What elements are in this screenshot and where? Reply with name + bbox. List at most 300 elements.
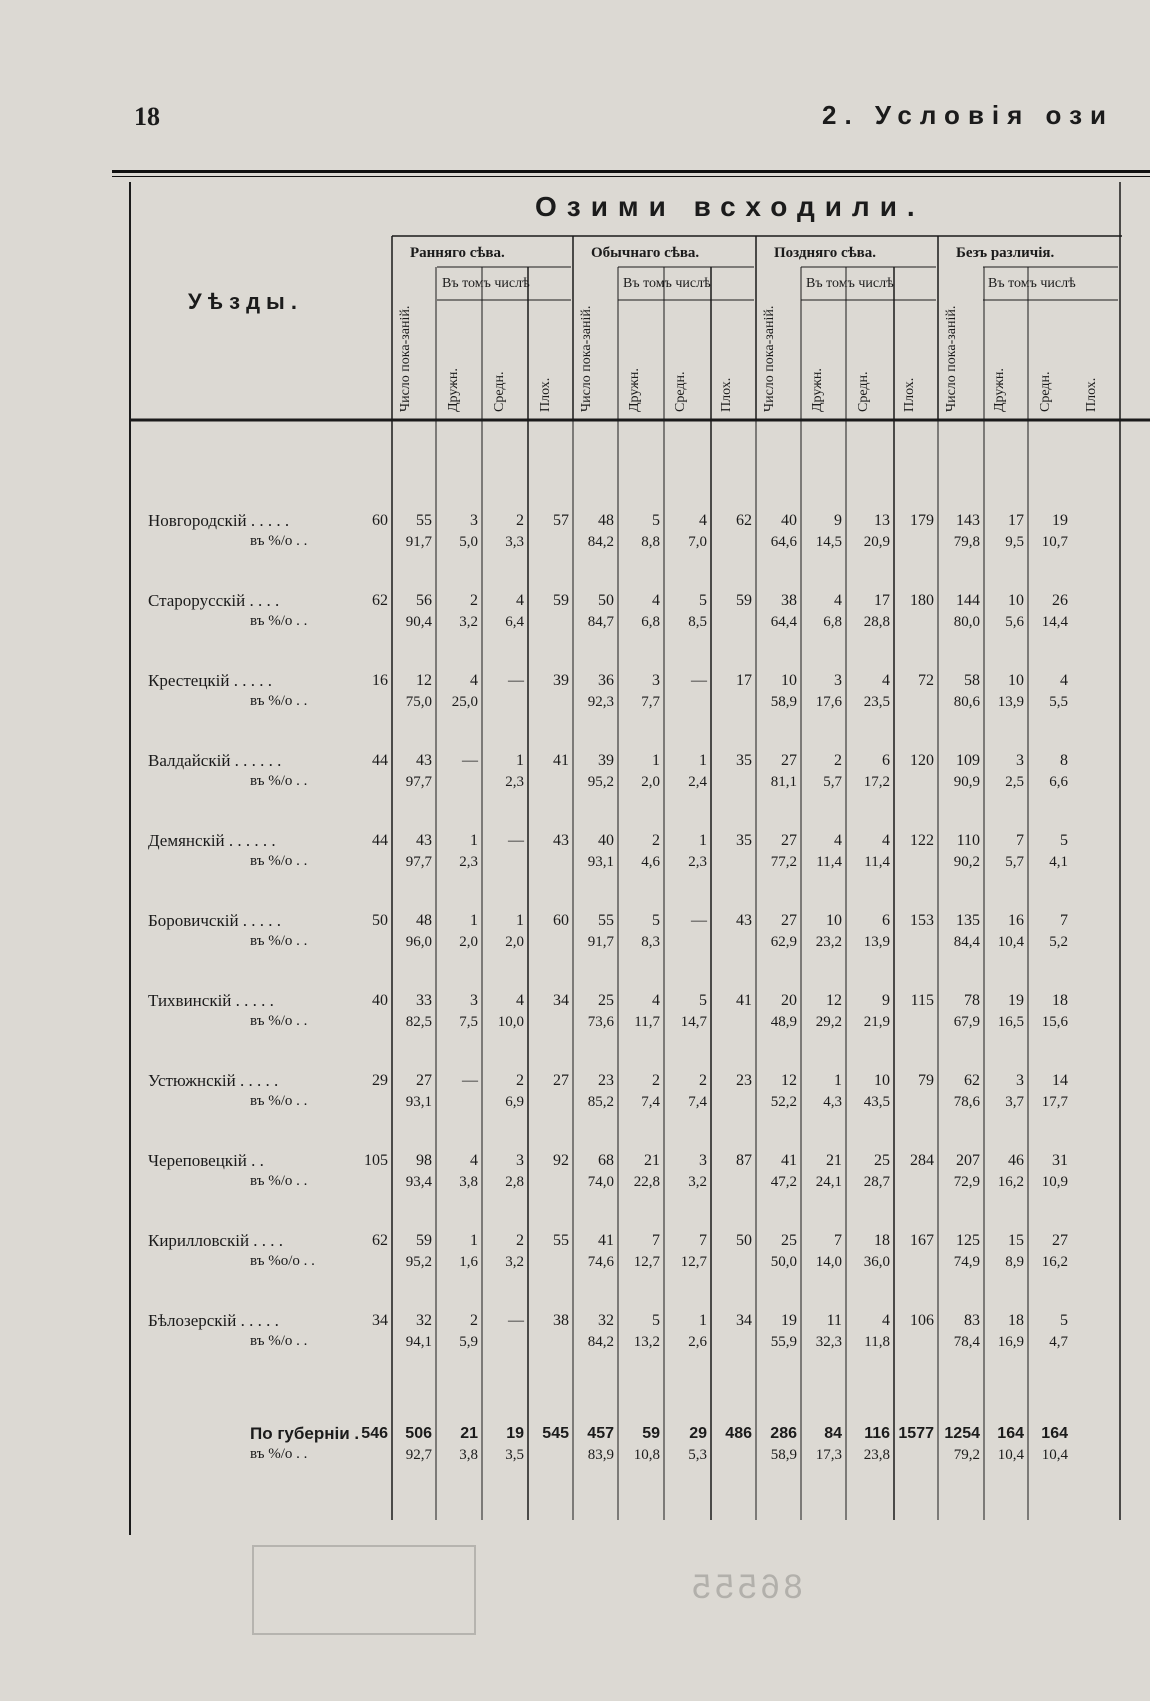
cell-count: 4 <box>470 672 478 689</box>
cell-percent: 4,3 <box>823 1094 842 1110</box>
cell-count: 4 <box>834 592 842 609</box>
cell-percent: 5,9 <box>459 1334 478 1350</box>
cell-count: 55 <box>598 912 614 929</box>
percent-label: въ %/o . . <box>250 1013 308 1029</box>
cell-count: 59 <box>553 592 569 609</box>
cell-count: 25 <box>781 1232 797 1249</box>
cell-percent: 32,3 <box>815 1334 842 1350</box>
cell-percent: 17,7 <box>1041 1094 1068 1110</box>
cell-percent: 3,2 <box>505 1254 524 1270</box>
cell-count: 21 <box>826 1152 842 1169</box>
cell-percent: 4,7 <box>1049 1334 1068 1350</box>
cell-count: 284 <box>910 1152 934 1169</box>
cell-percent: 5,5 <box>1049 694 1068 710</box>
cell-percent: 17,6 <box>815 694 842 710</box>
column-header: Плох. <box>902 377 917 412</box>
cell-count: 19 <box>1052 512 1068 529</box>
cell-percent: 97,7 <box>405 774 432 790</box>
section-title: 2. Условія ози <box>821 100 1114 130</box>
cell-count: 33 <box>416 992 432 1009</box>
uezd-name: Крестецкій . . . . . <box>148 671 273 690</box>
cell-percent: 2,3 <box>505 774 524 790</box>
cell-count: 180 <box>910 592 934 609</box>
cell-count: 7 <box>834 1232 842 1249</box>
cell-count: 39 <box>598 752 614 769</box>
column-header: Средн. <box>856 371 871 412</box>
percent-label: въ %/o . . <box>250 1093 308 1109</box>
cell-count: 44 <box>372 832 388 849</box>
cell-percent: 16,2 <box>997 1174 1024 1190</box>
cell-percent: 1,6 <box>459 1254 478 1270</box>
uezd-name: По губерніи . <box>250 1424 360 1443</box>
cell-count: 10 <box>874 1072 890 1089</box>
subgroup-header: Въ томъ числѣ <box>623 276 711 291</box>
cell-count: 9 <box>834 512 842 529</box>
group-header: Обычнаго сѣва. <box>591 245 700 261</box>
cell-percent: 11,8 <box>864 1334 890 1350</box>
column-header: Средн. <box>492 371 507 412</box>
cell-percent: 92,7 <box>405 1447 432 1463</box>
cell-count: 40 <box>781 512 797 529</box>
cell-count: 4 <box>516 592 524 609</box>
cell-percent: 79,8 <box>953 534 980 550</box>
cell-count: 16 <box>372 672 388 689</box>
cell-count: 68 <box>598 1152 614 1169</box>
cell-count: 10 <box>1008 672 1024 689</box>
cell-count: 3 <box>652 672 660 689</box>
cell-percent: 7,4 <box>688 1094 707 1110</box>
cell-percent: 10,9 <box>1041 1174 1068 1190</box>
cell-count: 41 <box>553 752 569 769</box>
cell-percent: 13,9 <box>863 934 890 950</box>
cell-count: 7 <box>1016 832 1024 849</box>
cell-count: 27 <box>416 1072 432 1089</box>
cell-percent: 5,6 <box>1005 614 1024 630</box>
cell-count: — <box>508 672 524 689</box>
cell-count: 207 <box>956 1152 980 1169</box>
percent-label: въ %/o . . <box>250 533 308 549</box>
cell-count: 486 <box>725 1425 752 1442</box>
cell-count: 23 <box>736 1072 752 1089</box>
cell-count: 59 <box>416 1232 432 1249</box>
cell-count: 5 <box>652 512 660 529</box>
cell-count: 41 <box>598 1232 614 1249</box>
cell-count: 1254 <box>944 1425 980 1442</box>
cell-count: 60 <box>553 912 569 929</box>
cell-count: 4 <box>1060 672 1068 689</box>
cell-count: 43 <box>553 832 569 849</box>
cell-percent: 2,4 <box>688 774 707 790</box>
cell-count: 5 <box>699 992 707 1009</box>
cell-count: — <box>462 1072 478 1089</box>
cell-count: 1 <box>652 752 660 769</box>
column-header: Средн. <box>673 371 688 412</box>
cell-count: 19 <box>781 1312 797 1329</box>
cell-count: 286 <box>770 1425 797 1442</box>
cell-count: 43 <box>416 752 432 769</box>
cell-percent: 23,8 <box>863 1447 890 1463</box>
cell-count: 3 <box>1016 752 1024 769</box>
cell-percent: 94,1 <box>405 1334 432 1350</box>
uezd-name: Демянскій . . . . . . <box>148 831 276 850</box>
cell-count: 3 <box>834 672 842 689</box>
cell-count: — <box>508 1312 524 1329</box>
cell-count: 2 <box>699 1072 707 1089</box>
cell-count: 79 <box>918 1072 934 1089</box>
cell-count: 7 <box>699 1232 707 1249</box>
cell-count: 1 <box>699 752 707 769</box>
cell-percent: 15,6 <box>1041 1014 1068 1030</box>
cell-count: 26 <box>1052 592 1068 609</box>
inventory-number: 86555 <box>688 1568 803 1606</box>
cell-count: 34 <box>736 1312 752 1329</box>
cell-percent: 2,3 <box>688 854 707 870</box>
cell-percent: 21,9 <box>863 1014 890 1030</box>
cell-percent: 95,2 <box>587 774 614 790</box>
cell-percent: 6,8 <box>641 614 660 630</box>
cell-count: 164 <box>1041 1425 1068 1442</box>
cell-percent: 10,4 <box>997 934 1024 950</box>
cell-percent: 6,9 <box>505 1094 524 1110</box>
cell-count: 34 <box>553 992 569 1009</box>
cell-count: 18 <box>1052 992 1068 1009</box>
cell-percent: 3,7 <box>1005 1094 1024 1110</box>
uezd-name: Кирилловскій . . . . <box>148 1231 284 1250</box>
cell-percent: 96,0 <box>405 934 432 950</box>
table-main-header: Озими всходили. <box>535 191 925 222</box>
cell-percent: 16,2 <box>1041 1254 1068 1270</box>
cell-count: 41 <box>736 992 752 1009</box>
cell-percent: 2,0 <box>459 934 478 950</box>
cell-count: — <box>691 912 707 929</box>
cell-percent: 8,5 <box>688 614 707 630</box>
cell-count: 55 <box>416 512 432 529</box>
cell-percent: 20,9 <box>863 534 890 550</box>
cell-count: 1 <box>470 912 478 929</box>
cell-count: 10 <box>826 912 842 929</box>
cell-percent: 9,5 <box>1005 534 1024 550</box>
cell-percent: 58,9 <box>770 1447 797 1463</box>
cell-count: 164 <box>997 1425 1024 1442</box>
cell-count: 3 <box>470 992 478 1009</box>
cell-count: 78 <box>964 992 980 1009</box>
cell-count: 179 <box>910 512 934 529</box>
percent-label: въ %/o . . <box>250 773 308 789</box>
cell-percent: 6,8 <box>823 614 842 630</box>
column-header: Число пока-заній. <box>944 305 959 412</box>
cell-count: 2 <box>834 752 842 769</box>
cell-percent: 8,8 <box>641 534 660 550</box>
cell-percent: 78,4 <box>953 1334 980 1350</box>
cell-percent: 97,7 <box>405 854 432 870</box>
cell-count: 122 <box>910 832 934 849</box>
cell-percent: 93,4 <box>405 1174 432 1190</box>
cell-percent: 28,8 <box>863 614 890 630</box>
cell-count: 1 <box>516 752 524 769</box>
cell-percent: 4,1 <box>1049 854 1068 870</box>
cell-count: 57 <box>553 512 569 529</box>
cell-count: 4 <box>882 832 890 849</box>
cell-count: 35 <box>736 752 752 769</box>
cell-count: 19 <box>506 1425 524 1442</box>
cell-count: 23 <box>598 1072 614 1089</box>
cell-count: 144 <box>956 592 980 609</box>
page-number: 18 <box>134 102 160 131</box>
uezd-name: Череповецкій . . <box>148 1151 264 1170</box>
cell-count: 48 <box>598 512 614 529</box>
cell-count: 5 <box>652 912 660 929</box>
cell-percent: 23,5 <box>863 694 890 710</box>
cell-percent: 4,6 <box>641 854 660 870</box>
cell-count: 135 <box>956 912 980 929</box>
cell-percent: 90,4 <box>405 614 432 630</box>
cell-percent: 7,7 <box>641 694 660 710</box>
column-header: Плох. <box>1084 377 1099 412</box>
cell-percent: 29,2 <box>815 1014 842 1030</box>
cell-percent: 10,4 <box>1041 1447 1068 1463</box>
cell-count: 8 <box>1060 752 1068 769</box>
cell-percent: 5,7 <box>823 774 842 790</box>
percent-label: въ %/o . . <box>250 613 308 629</box>
cell-percent: 3,2 <box>688 1174 707 1190</box>
cell-count: 58 <box>964 672 980 689</box>
cell-count: 125 <box>956 1232 980 1249</box>
column-header: Число пока-заній. <box>762 305 777 412</box>
cell-count: 1 <box>516 912 524 929</box>
cell-count: 55 <box>553 1232 569 1249</box>
cell-count: 17 <box>1008 512 1024 529</box>
cell-percent: 11,4 <box>864 854 890 870</box>
cell-count: 7 <box>1060 912 1068 929</box>
cell-count: 62 <box>372 1232 388 1249</box>
cell-percent: 74,0 <box>587 1174 614 1190</box>
cell-percent: 13,2 <box>633 1334 660 1350</box>
cell-count: 27 <box>781 752 797 769</box>
cell-percent: 2,0 <box>641 774 660 790</box>
cell-count: 546 <box>361 1425 388 1442</box>
cell-count: 12 <box>781 1072 797 1089</box>
cell-percent: 14,0 <box>815 1254 842 1270</box>
cell-percent: 84,4 <box>953 934 980 950</box>
cell-percent: 78,6 <box>953 1094 980 1110</box>
cell-percent: 6,6 <box>1049 774 1068 790</box>
cell-count: 32 <box>416 1312 432 1329</box>
cell-count: 20 <box>781 992 797 1009</box>
cell-count: 38 <box>553 1312 569 1329</box>
cell-count: 44 <box>372 752 388 769</box>
cell-count: 13 <box>874 512 890 529</box>
cell-percent: 3,8 <box>459 1174 478 1190</box>
cell-count: 17 <box>874 592 890 609</box>
cell-count: 40 <box>598 832 614 849</box>
cell-count: 19 <box>1008 992 1024 1009</box>
subgroup-header: Въ томъ числѣ <box>442 276 530 291</box>
cell-count: 62 <box>964 1072 980 1089</box>
column-header: Дружн. <box>992 368 1007 412</box>
cell-percent: 2,5 <box>1005 774 1024 790</box>
percent-label: въ %/o . . <box>250 693 308 709</box>
cell-count: 7 <box>652 1232 660 1249</box>
cell-percent: 48,9 <box>770 1014 797 1030</box>
cell-percent: 12,7 <box>633 1254 660 1270</box>
cell-percent: 84,2 <box>587 534 614 550</box>
cell-percent: 5,7 <box>1005 854 1024 870</box>
cell-count: 39 <box>553 672 569 689</box>
cell-count: — <box>508 832 524 849</box>
cell-count: 3 <box>516 1152 524 1169</box>
cell-count: 41 <box>781 1152 797 1169</box>
cell-percent: 92,3 <box>587 694 614 710</box>
cell-count: 4 <box>834 832 842 849</box>
column-header: Дружн. <box>627 368 642 412</box>
cell-percent: 55,9 <box>770 1334 797 1350</box>
cell-percent: 10,7 <box>1041 534 1068 550</box>
cell-count: 5 <box>1060 1312 1068 1329</box>
group-header: Безъ различія. <box>956 245 1055 261</box>
cell-count: 10 <box>1008 592 1024 609</box>
percent-label: въ %/o . . <box>250 853 308 869</box>
cell-count: 1 <box>470 832 478 849</box>
cell-percent: 14,5 <box>815 534 842 550</box>
cell-percent: 7,5 <box>459 1014 478 1030</box>
uezd-name: Устюжнскій . . . . . <box>148 1071 279 1090</box>
cell-percent: 10,0 <box>497 1014 524 1030</box>
cell-percent: 11,7 <box>634 1014 660 1030</box>
column-header: Число пока-заній. <box>398 305 413 412</box>
cell-percent: 83,9 <box>587 1447 614 1463</box>
percent-label: въ %/o . . <box>250 933 308 949</box>
column-header: Плох. <box>538 377 553 412</box>
cell-percent: 23,2 <box>815 934 842 950</box>
cell-count: 35 <box>736 832 752 849</box>
cell-count: 457 <box>587 1425 614 1442</box>
cell-count: 14 <box>1052 1072 1068 1089</box>
cell-count: 92 <box>553 1152 569 1169</box>
subgroup-header: Въ томъ числѣ <box>806 276 894 291</box>
cell-percent: 7,0 <box>688 534 707 550</box>
cell-percent: 91,7 <box>405 534 432 550</box>
cell-percent: 6,4 <box>505 614 524 630</box>
cell-count: 36 <box>598 672 614 689</box>
cell-count: 62 <box>372 592 388 609</box>
cell-percent: 36,0 <box>863 1254 890 1270</box>
uezd-name: Новгородскій . . . . . <box>148 511 290 530</box>
cell-count: 21 <box>644 1152 660 1169</box>
cell-count: 4 <box>652 592 660 609</box>
cell-count: 1577 <box>898 1425 934 1442</box>
cell-percent: 62,9 <box>770 934 797 950</box>
cell-percent: 5,0 <box>459 534 478 550</box>
cell-percent: 84,2 <box>587 1334 614 1350</box>
cell-percent: 64,6 <box>770 534 797 550</box>
cell-percent: 10,8 <box>633 1447 660 1463</box>
cell-percent: 90,2 <box>953 854 980 870</box>
uezd-name: Тихвинскій . . . . . <box>148 991 274 1010</box>
cell-percent: 93,1 <box>405 1094 432 1110</box>
cell-count: 2 <box>652 832 660 849</box>
cell-count: 4 <box>882 672 890 689</box>
subgroup-header: Въ томъ числѣ <box>988 276 1076 291</box>
cell-percent: 8,9 <box>1005 1254 1024 1270</box>
uezdy-header: Уѣзды. <box>188 289 303 314</box>
cell-count: — <box>691 672 707 689</box>
cell-percent: 22,8 <box>633 1174 660 1190</box>
cell-count: 27 <box>553 1072 569 1089</box>
column-header: Плох. <box>719 377 734 412</box>
column-header: Дружн. <box>446 368 461 412</box>
cell-percent: 85,2 <box>587 1094 614 1110</box>
cell-percent: 2,0 <box>505 934 524 950</box>
cell-percent: 28,7 <box>863 1174 890 1190</box>
cell-percent: 7,4 <box>641 1094 660 1110</box>
cell-count: 153 <box>910 912 934 929</box>
cell-count: 60 <box>372 512 388 529</box>
cell-count: 38 <box>781 592 797 609</box>
group-header: Поздняго сѣва. <box>774 245 876 261</box>
cell-percent: 52,2 <box>770 1094 797 1110</box>
column-header: Число пока-заній. <box>579 305 594 412</box>
percent-label: въ %/o . . <box>250 1333 308 1349</box>
cell-count: 16 <box>1008 912 1024 929</box>
uezd-name: Валдайскій . . . . . . <box>148 751 282 770</box>
cell-percent: 79,2 <box>953 1447 980 1463</box>
column-header: Дружн. <box>810 368 825 412</box>
cell-count: 50 <box>372 912 388 929</box>
cell-count: 2 <box>470 1312 478 1329</box>
cell-count: 105 <box>364 1152 388 1169</box>
cell-count: 1 <box>834 1072 842 1089</box>
cell-count: 2 <box>470 592 478 609</box>
cell-count: 12 <box>826 992 842 1009</box>
percent-label: въ %o/o . . <box>250 1253 315 1269</box>
cell-percent: 3,2 <box>459 614 478 630</box>
cell-count: 27 <box>781 912 797 929</box>
cell-count: 29 <box>689 1425 707 1442</box>
cell-count: 3 <box>699 1152 707 1169</box>
cell-count: 50 <box>736 1232 752 1249</box>
cell-count: 3 <box>1016 1072 1024 1089</box>
cell-percent: 16,9 <box>997 1334 1024 1350</box>
cell-percent: 50,0 <box>770 1254 797 1270</box>
cell-percent: 12,7 <box>680 1254 707 1270</box>
cell-count: 3 <box>470 512 478 529</box>
group-header: Ранняго сѣва. <box>410 245 505 261</box>
cell-count: 9 <box>882 992 890 1009</box>
cell-count: 2 <box>516 1072 524 1089</box>
cell-percent: 77,2 <box>770 854 797 870</box>
cell-percent: 13,9 <box>997 694 1024 710</box>
cell-percent: 84,7 <box>587 614 614 630</box>
cell-count: 116 <box>864 1425 890 1442</box>
cell-percent: 3,3 <box>505 534 524 550</box>
cell-percent: 64,4 <box>770 614 797 630</box>
cell-count: 18 <box>1008 1312 1024 1329</box>
percent-label: въ %/o . . <box>250 1173 308 1189</box>
cell-percent: 17,2 <box>863 774 890 790</box>
cell-percent: 5,3 <box>688 1447 707 1463</box>
library-stamp <box>252 1545 476 1635</box>
cell-count: 4 <box>699 512 707 529</box>
cell-count: 25 <box>598 992 614 1009</box>
cell-count: 545 <box>542 1425 569 1442</box>
cell-count: 110 <box>956 832 980 849</box>
cell-count: 506 <box>405 1425 432 1442</box>
cell-count: 87 <box>736 1152 752 1169</box>
cell-percent: 81,1 <box>770 774 797 790</box>
uezd-name: Старорусскій . . . . <box>148 591 280 610</box>
cell-count: 4 <box>516 992 524 1009</box>
cell-percent: 3,5 <box>505 1447 524 1463</box>
